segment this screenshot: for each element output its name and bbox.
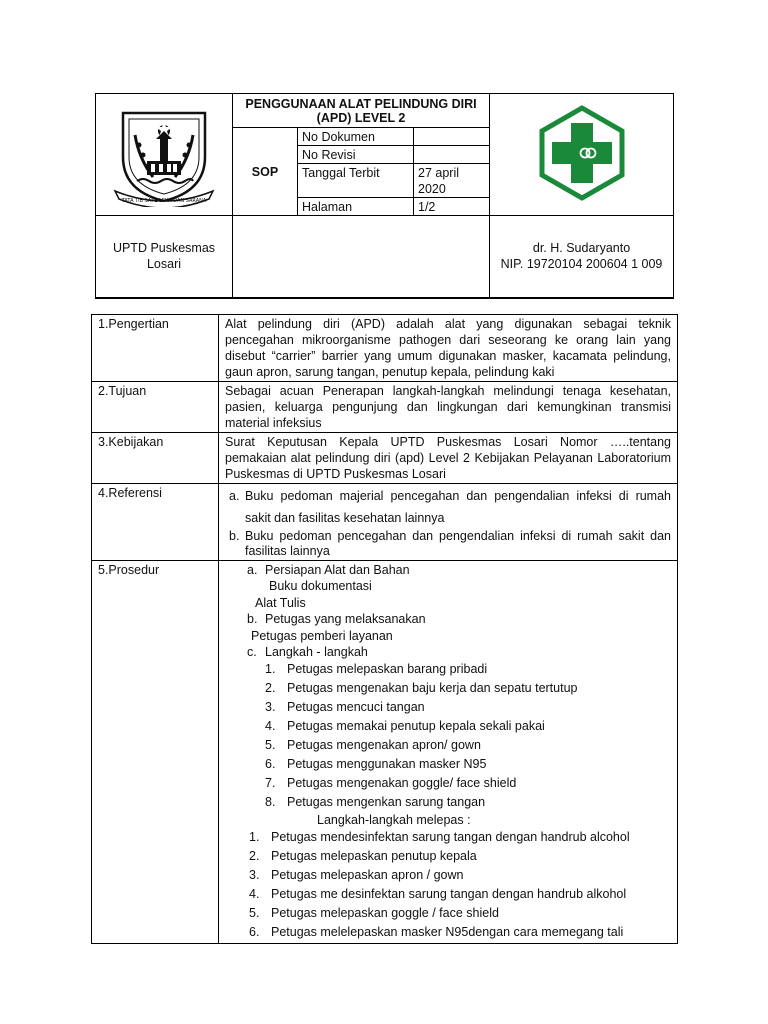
list-text: Petugas memakai penutup kepala sekali pakai bbox=[287, 719, 545, 734]
doffing-title: Langkah-langkah melepas : bbox=[317, 812, 471, 827]
list-marker: 1. bbox=[265, 662, 276, 677]
list-item: Alat Tulis bbox=[255, 595, 306, 610]
region-logo-cell bbox=[96, 94, 233, 216]
list-text: Buku pedoman majerial pencegahan dan pengendalian infeksi di rumah sakit dan fasilitas kesehatan lainnya bbox=[245, 489, 671, 525]
list-item bbox=[225, 660, 671, 679]
list-marker: 6. bbox=[265, 756, 276, 771]
list-marker: 3. bbox=[265, 700, 276, 715]
list-marker: 2. bbox=[265, 681, 276, 696]
section-text-kebijakan: Surat Keputusan Kepala UPTD Puskesmas Losari Nomor …..tentang pemakaian alat pelindung diri (apd) Level 2 Kebijakan Pelayanan Laboratorium Puskesmas di UPTD Puskesmas Losari bbox=[219, 433, 678, 484]
list-item bbox=[225, 904, 671, 923]
list-item bbox=[225, 698, 671, 717]
section-text-tujuan: Sebagai acuan Penerapan langkah-langkah melindungi tenaga kesehatan, pasien, keluarga pengunjung dan lingkungan dari kemungkinan transmisi material infeksius bbox=[219, 382, 678, 433]
blank-cell bbox=[233, 216, 490, 298]
list-text: Petugas mengenakan goggle/ face shield bbox=[287, 775, 517, 790]
sop-label: SOP bbox=[233, 128, 298, 216]
list-item bbox=[225, 717, 671, 736]
signer-nip: NIP. 19720104 200604 1 009 bbox=[500, 257, 663, 272]
doc-row-label: Halaman bbox=[298, 198, 414, 216]
doc-row-value: 27 april 2020 bbox=[414, 164, 490, 198]
list-text: Petugas mendesinfektan sarung tangan dengan handrub alcohol bbox=[271, 830, 630, 845]
doc-row-label: Tanggal Terbit bbox=[298, 164, 414, 198]
list-marker: 8. bbox=[265, 794, 276, 809]
list-marker: 1. bbox=[249, 830, 260, 845]
list-item bbox=[229, 485, 671, 529]
logo-ribbon-text: TATA TIB SAPE LEKA DAN SARANA bbox=[121, 198, 207, 204]
list-item: a. Persiapan Alat dan Bahan bbox=[247, 563, 410, 577]
list-item bbox=[225, 866, 671, 885]
unit-name: UPTD Puskesmas Losari bbox=[96, 216, 233, 298]
list-item: c. Langkah - langkah bbox=[247, 645, 368, 660]
list-text: Petugas melepaskan penutup kepala bbox=[271, 849, 477, 863]
section-label: 3.Kebijakan bbox=[92, 433, 219, 484]
list-item: Buku dokumentasi bbox=[269, 579, 372, 594]
list-marker: b. bbox=[229, 529, 240, 543]
list-text: Petugas melepaskan barang pribadi bbox=[287, 662, 488, 677]
sop-header-table bbox=[95, 93, 674, 299]
section-text-pengertian: Alat pelindung diri (APD) adalah alat yang digunakan sebagai teknik pencegahan mikroorganisme pathogen dari seseorang ke orang lain yang disebut “carrier” barrier yang umum digunakan masker, kacamata pelindung, gaun apron, sarung tangan, penutup kepala, pelindung kaki bbox=[219, 315, 678, 382]
document-title: PENGGUNAAN ALAT PELINDUNG DIRI (APD) LEVEL 2 bbox=[233, 94, 490, 128]
section-label: 1.Pengertian bbox=[92, 315, 219, 382]
list-marker: 5. bbox=[265, 738, 276, 753]
list-text: Petugas mengenakan apron/ gown bbox=[287, 738, 481, 753]
list-item bbox=[225, 793, 671, 812]
list-item bbox=[225, 885, 671, 904]
list-item bbox=[229, 529, 671, 559]
list-marker: 3. bbox=[249, 867, 260, 882]
section-prosedur bbox=[219, 561, 678, 944]
list-marker: 4. bbox=[249, 886, 260, 901]
list-marker: 4. bbox=[265, 719, 276, 734]
list-item: b. Petugas yang melaksanakan bbox=[247, 612, 426, 627]
list-item bbox=[225, 847, 671, 866]
doc-row-label: No Dokumen bbox=[298, 128, 414, 146]
section-label: 2.Tujuan bbox=[92, 382, 219, 433]
doffing-steps-list bbox=[225, 828, 671, 941]
puskesmas-logo bbox=[532, 103, 632, 203]
list-marker: 5. bbox=[249, 905, 260, 920]
doc-row-value bbox=[414, 128, 490, 146]
list-text: Petugas melepaskan goggle / face shield bbox=[271, 905, 499, 920]
list-text: Petugas mengenkan sarung tangan bbox=[287, 794, 486, 809]
sop-content-table bbox=[91, 314, 678, 944]
list-marker: 7. bbox=[265, 775, 276, 790]
list-item bbox=[225, 828, 671, 847]
doc-row-value bbox=[414, 146, 490, 164]
list-item bbox=[225, 736, 671, 755]
section-label: 5.Prosedur bbox=[92, 561, 219, 944]
doc-row-label: No Revisi bbox=[298, 146, 414, 164]
list-text: Petugas melelepaskan masker N95dengan cara memegang tali bbox=[271, 924, 624, 939]
list-text: Petugas me desinfektan sarung tangan dengan handrub alkohol bbox=[271, 886, 627, 901]
list-marker: a. bbox=[229, 489, 240, 503]
health-logo-cell bbox=[490, 94, 674, 216]
list-text: Petugas mengenakan baju kerja dan sepatu tertutup bbox=[287, 681, 578, 696]
section-referensi bbox=[219, 484, 678, 561]
list-item bbox=[225, 679, 671, 698]
list-item bbox=[225, 774, 671, 793]
list-text: Buku pedoman pencegahan dan pengendalian infeksi di rumah sakit dan fasilitas lainnya bbox=[245, 529, 671, 558]
list-marker: 2. bbox=[249, 849, 260, 863]
list-text: Petugas mencuci tangan bbox=[287, 700, 425, 715]
list-item bbox=[225, 923, 671, 942]
list-text: Petugas melepaskan apron / gown bbox=[271, 867, 464, 882]
section-label: 4.Referensi bbox=[92, 484, 219, 561]
signer-name: dr. H. Sudaryanto bbox=[532, 241, 631, 256]
list-item bbox=[225, 755, 671, 774]
list-item: Petugas pemberi layanan bbox=[251, 628, 393, 643]
region-crest-logo bbox=[109, 99, 219, 207]
signer-cell bbox=[490, 216, 674, 298]
doc-row-value: 1/2 bbox=[414, 198, 490, 216]
donning-steps-list bbox=[225, 660, 671, 811]
list-text: Petugas menggunakan masker N95 bbox=[287, 756, 487, 771]
list-marker: 6. bbox=[249, 924, 260, 939]
